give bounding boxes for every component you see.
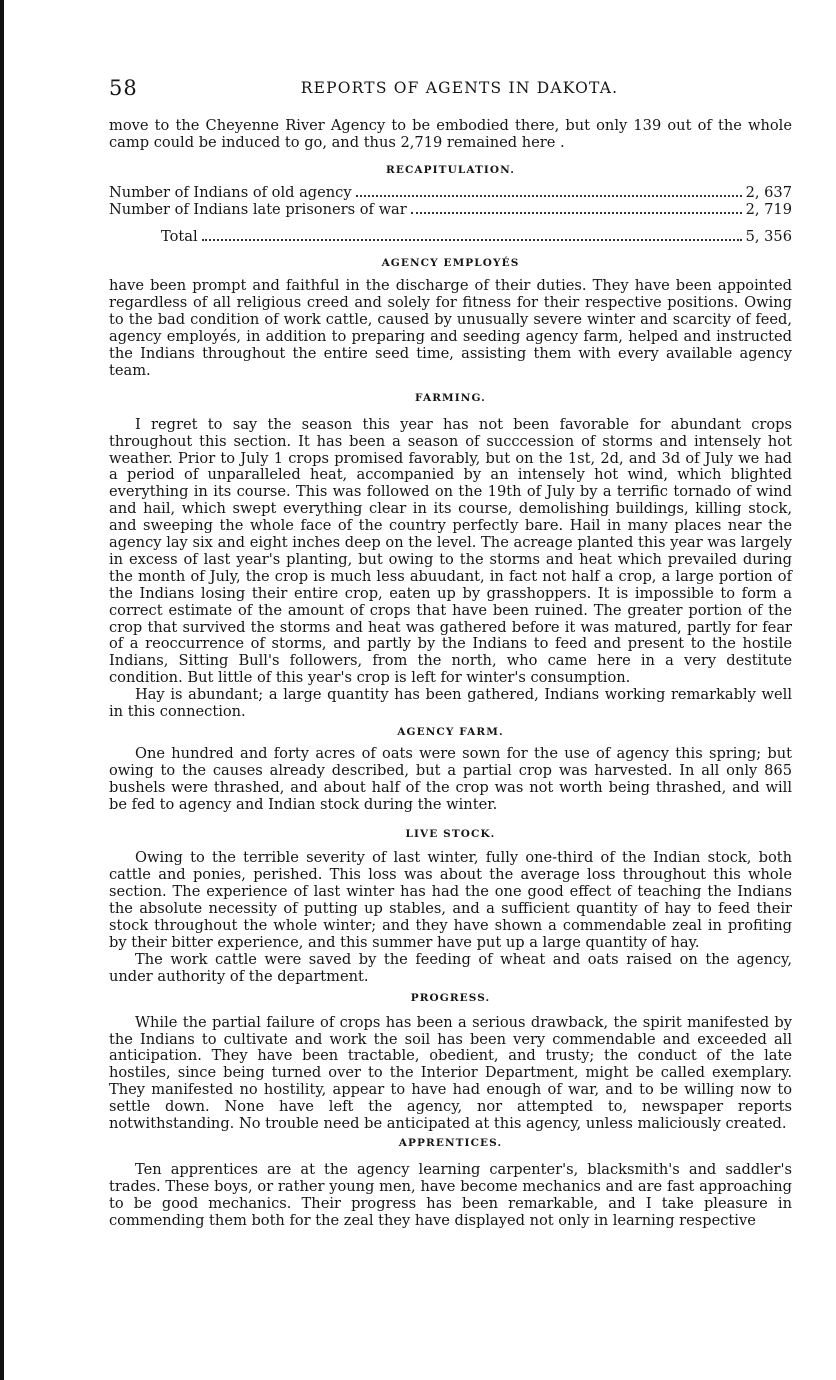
- scan-edge: [0, 0, 4, 1380]
- paragraph-live-stock-2: The work cattle were saved by the feeding of wheat and oats raised on the agency, under authority of the department.: [109, 950, 792, 985]
- recap-row: [109, 185, 792, 202]
- paragraph-employes: have been prompt and faithful in the discharge of their duties. They have been appointed regardless of all religious creed and solely for fitness for their respective positions. Owing to the bad condition of work cattle, caused by unusually severe winter and scarcity of feed, agency employés, in addition to preparing and seeding agency farm, helped and instructed the Indians throughout the entire seed time, assisting them with every available agency team.: [109, 277, 792, 379]
- paragraph-farming-2: Hay is abundant; a large quantity has been gathered, Indians working remarkably well in this connection.: [109, 686, 792, 721]
- recap-total-row: [109, 229, 792, 246]
- section-heading-live-stock: LIVE STOCK.: [405, 827, 496, 840]
- section-heading-progress: PROGRESS.: [410, 991, 491, 1004]
- recap-value: 2, 637: [745, 183, 792, 201]
- paragraph-live-stock-1: Owing to the terrible severity of last winter, fully one-third of the Indian stock, both cattle and ponies, perished. This loss was about the average loss throughout this whole section. The experience of last winter has had the one good effect of teaching the Indians the absolute necessity of putting up stables, and a sufficient quantity of hay to feed their stock throughout the whole winter; and they have shown a commendable zeal in profiting by their bitter experience, and this summer have put up a large quantity of hay.: [109, 849, 792, 951]
- page-header: [109, 76, 790, 106]
- paragraph-apprentices: Ten apprentices are at the agency learning carpenter's, blacksmith's and saddler's trades. These boys, or rather young men, have become mechanics and are fast approaching to be good mechanics. Their progress has been remarkable, and I take pleasure in commending them both for the zeal they have displayed not only in learning respective: [109, 1160, 792, 1229]
- recap-row: [109, 202, 792, 219]
- paragraph-farming-1: I regret to say the season this year has not been favorable for abundant crops throughout this section. It has been a season of succcession of storms and intensely hot weather. Prior to July 1 crops promised favorably, but on the 1st, 2d, and 3d of July we had a period of unparalleled heat, accompanied by an intensely hot wind, which blighted everything in its course. This was followed on the 19th of July by a terrific tornado of wind and hail, which swept everything clear in its course, demolishing buildings, killing stock, and sweeping the whole face of the country perfectly bare. Hail in many places near the agency lay six and eight inches deep on the level. The acreage planted this year was largely in excess of last year's planting, but owing to the storms and heat which prevailed during the month of July, the crop is much less abuudant, in fact not half a crop, a large portion of the Indians losing their entire crop, eaten up by grasshoppers. It is impossible to form a correct estimate of the amount of crops that have been ruined. The greater portion of the crop that survived the storms and heat was gathered before it was matured, partly for fear of a reoccurrence of storms, and partly by the Indians to feed and present to the hostile Indians, Sitting Bull's followers, from the north, who came here in a very destitute condition. But little of this year's crop is left for winter's consumption.: [109, 415, 792, 687]
- running-title: REPORTS OF AGENTS IN DAKOTA.: [300, 79, 619, 97]
- recapitulation-table: [109, 185, 792, 246]
- page-body: [109, 118, 792, 1229]
- recap-total-value: 5, 356: [745, 227, 792, 245]
- section-heading-farming: FARMING.: [415, 391, 486, 404]
- recapitulation-heading: RECAPITULATION.: [386, 163, 515, 176]
- dot-leader: [411, 212, 742, 214]
- recap-label: Number of Indians late prisoners of war: [109, 200, 407, 218]
- section-heading-agency-farm: AGENCY FARM.: [397, 726, 504, 738]
- section-heading-apprentices: APPRENTICES.: [398, 1136, 503, 1149]
- recap-total-label: Total: [161, 227, 198, 245]
- dot-leader: [356, 195, 742, 197]
- dot-leader: [202, 239, 742, 241]
- recap-label: Number of Indians of old agency: [109, 183, 352, 201]
- section-heading-employes: AGENCY EMPLOYÉS: [381, 257, 520, 270]
- paragraph-agency-farm: One hundred and forty acres of oats were sown for the use of agency this spring; but owing to the causes already described, but a partial crop was harvested. In all only 865 bushels were thrashed, and about half of the crop was not worth being thrashed, and will be fed to agency and Indian stock during the winter.: [109, 744, 792, 813]
- paragraph-progress: While the partial failure of crops has been a serious drawback, the spirit manifested by the Indians to cultivate and work the soil has been very commendable and exceeded all anticipation. They have been tractable, obedient, and trusty; the conduct of the late hostiles, since being turned over to the Interior Department, might be called exemplary. They manifested no hostility, appear to have had enough of war, and to be willing now to settle down. None have left the agency, nor attempted to, newspaper reports notwithstanding. No trouble need be anticipated at this agency, unless maliciously created.: [109, 1013, 792, 1133]
- recap-value: 2, 719: [745, 200, 792, 218]
- intro-paragraph: move to the Cheyenne River Agency to be embodied there, but only 139 out of the whole camp could be induced to go, and thus 2,719 remained here .: [109, 117, 792, 151]
- page-number: 58: [109, 76, 138, 100]
